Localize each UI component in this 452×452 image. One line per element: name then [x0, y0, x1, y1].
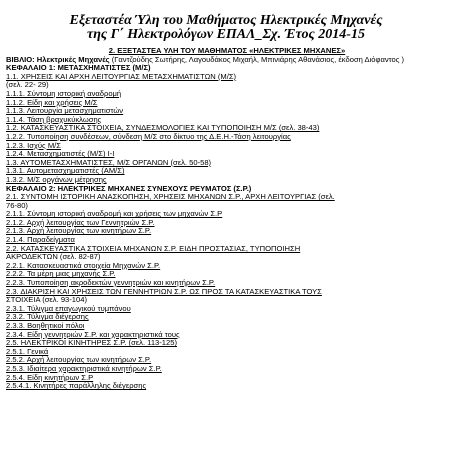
syllabus-item: 2.2.3. Τυποποίηση ακροδεκτών γεννητριών και κινητήρων Σ.Ρ.	[6, 279, 216, 288]
syllabus-item: 2.3. ΔΙΑΚΡΙΣΗ ΚΑΙ ΧΡΗΣΕΙΣ ΤΩΝ ΓΕΝΝΗΤΡΙΩΝ Σ.Ρ. ΩΣ ΠΡΟΣ ΤΑ ΚΑΤΑΣΚΕΥΑΣΤΙΚΑ ΤΟΥΣ	[6, 287, 322, 296]
syllabus-item: 2.1. ΣΥΝΤΟΜΗ ΙΣΤΟΡΙΚΗ ΑΝΑΣΚΟΠΗΣΗ, ΧΡΗΣΕΙΣ ΜΗΧΑΝΩΝ Σ.Ρ., ΑΡΧΗ ΛΕΙΤΟΥΡΓΙΑΣ (σελ.	[6, 193, 335, 202]
syllabus-item: 2.1.3. Αρχή λειτουργίας των κινητήρων Σ.Ρ.	[6, 227, 152, 236]
syllabus-item: 1.3.2. Μ/Σ οργάνων μέτρησης	[6, 175, 107, 184]
syllabus-item: 1.1.2. Είδη και χρήσεις Μ/Σ	[6, 98, 98, 107]
syllabus-item: 2.3.4. Είδη γεννητριών Σ.Ρ. και χαρακτηριστικά τους	[6, 330, 180, 339]
syllabus-item: 2.5.4. Είδη κινητήρων Σ.Ρ	[6, 373, 94, 382]
syllabus-item: 1.1. ΧΡΗΣΕΙΣ ΚΑΙ ΑΡΧΗ ΛΕΙΤΟΥΡΓΙΑΣ ΜΕΤΑΣΧΗΜΑΤΙΣΤΩΝ (Μ/Σ)	[6, 72, 237, 81]
syllabus-item: 1.2.3. Ισχύς Μ/Σ	[6, 141, 61, 150]
syllabus-item: 1.1.3. Λειτουργία μετασχηματιστών	[6, 107, 124, 116]
syllabus-item: (σελ. 22- 29)	[6, 81, 49, 90]
syllabus-item: 1.2.4. Μετασχηματιστές (Μ/Σ) Ι-Ι	[6, 150, 115, 159]
syllabus-item: 2.3.1. Τύλιγμα επαγωγικού τυμπάνου	[6, 304, 131, 313]
document-title-line-1: Εξεταστέα Ύλη του Μαθήματος Ηλεκτρικές Μηχανές	[69, 13, 383, 28]
syllabus-item: 1.3. ΑΥΤΟΜΕΤΑΣΧΗΜΑΤΙΣΤΕΣ, Μ/Σ ΟΡΓΑΝΩΝ (σελ. 50-58)	[6, 158, 212, 167]
syllabus-item: 2.5. ΗΛΕΚΤΡΙΚΟΙ ΚΙΝΗΤΗΡΕΣ Σ.Ρ. (σελ. 113-125)	[6, 339, 177, 348]
book-label: ΒΙΒΛΙΟ: Ηλεκτρικές Μηχανές	[6, 54, 110, 64]
syllabus-item: 1.3.1. Αυτομετασχηματιστές (ΑΜ/Σ)	[6, 167, 125, 176]
syllabus-item: 2.2.1. Κατασκευαστικά στοιχεία Μηχανών Σ.Ρ.	[6, 261, 161, 270]
syllabus-item: 2.1.2. Αρχή λειτουργίας των Γεννητριών Σ.Ρ.	[6, 218, 155, 227]
syllabus-item: 2.2.2. Τα μέρη μιας μηχανής Σ.Ρ.	[6, 270, 116, 279]
syllabus-item: 2.2. ΚΑΤΑΣΚΕΥΑΣΤΙΚΑ ΣΤΟΙΧΕΙΑ ΜΗΧΑΝΩΝ Σ.Ρ. ΕΙΔΗ ΠΡΟΣΤΑΣΙΑΣ, ΤΥΠΟΠΟΙΗΣΗ	[6, 244, 301, 253]
document-title-line-2: της Γ΄ Ηλεκτρολόγων ΕΠΑΛ_Σχ. Έτος 2014-15	[87, 27, 365, 42]
syllabus-content	[6, 47, 448, 391]
syllabus-item: 1.2.2. Τυποποίηση συνδέσεων, σύνδεση Μ/Σ στο δίκτυο της Δ.Ε.Η.-Τάση λειτουργίας	[6, 132, 291, 141]
syllabus-item: 2.1.1. Σύντομη ιστορική αναδρομή και χρήσεις των μηχανών Σ.Ρ	[6, 210, 223, 219]
section-heading: 2. ΕΞΕΤΑΣΤΕΑ ΥΛΗ ΤΟΥ ΜΑΘΗΜΑΤΟΣ «ΗΛΕΚΤΡΙΚΕΣ ΜΗΧΑΝΕΣ»	[108, 47, 346, 55]
chapter-heading: ΚΕΦΑΛΑΙΟ 2: ΗΛΕΚΤΡΙΚΕΣ ΜΗΧΑΝΕΣ ΣΥΝΕΧΟΥΣ ΡΕΥΜΑΤΟΣ (Σ.Ρ.)	[6, 184, 252, 193]
syllabus-item: 2.5.2. Αρχή λειτουργίας των κινητήρων Σ.Ρ.	[6, 356, 152, 365]
syllabus-item: 76-80)	[6, 201, 28, 210]
syllabus-item: ΑΚΡΟΔΕΚΤΩΝ (σελ. 82-87)	[6, 253, 101, 262]
book-reference	[6, 56, 448, 65]
syllabus-item: 1.1.4. Τάση βραχυκύκλωσης	[6, 115, 102, 124]
syllabus-item: ΣΤΟΙΧΕΙΑ (σελ. 93-104)	[6, 296, 87, 305]
syllabus-item: 2.3.3. Βοηθητικοί πόλοι	[6, 322, 85, 330]
syllabus-item: 2.3.2. Τύλιγμα διέγερσης	[6, 313, 89, 322]
syllabus-item: 2.1.4. Παραδείγματα	[6, 236, 75, 245]
syllabus-list	[6, 64, 448, 391]
syllabus-item: 1.1.1. Σύντομη ιστορική αναδρομή	[6, 89, 122, 98]
syllabus-item: 1.2. ΚΑΤΑΣΚΕΥΑΣΤΙΚΑ ΣΤΟΙΧΕΙΑ, ΣΥΝΔΕΣΜΟΛΟΓΙΕΣ ΚΑΙ ΤΥΠΟΠΟΙΗΣΗ Μ/Σ (σελ. 38-43)	[6, 124, 320, 133]
chapter-heading: ΚΕΦΑΛΑΙΟ 1: ΜΕΤΑΣΧΗΜΑΤΙΣΤΕΣ (Μ/Σ)	[6, 64, 151, 73]
syllabus-item: 2.5.3. Ιδιαίτερα χαρακτηριστικά κινητήρων Σ.Ρ.	[6, 364, 162, 373]
syllabus-item: 2.5.4.1. Κινητήρες παράλληλης διέγερσης	[6, 382, 147, 391]
syllabus-item: 2.5.1. Γενικά	[6, 347, 49, 356]
book-authors: (Γαντζούδης Σωτήρης, Λαγουδάκος Μιχαήλ, Μπινιάρης Αθανάσιος, έκδοση Διόφαντος )	[109, 54, 405, 64]
